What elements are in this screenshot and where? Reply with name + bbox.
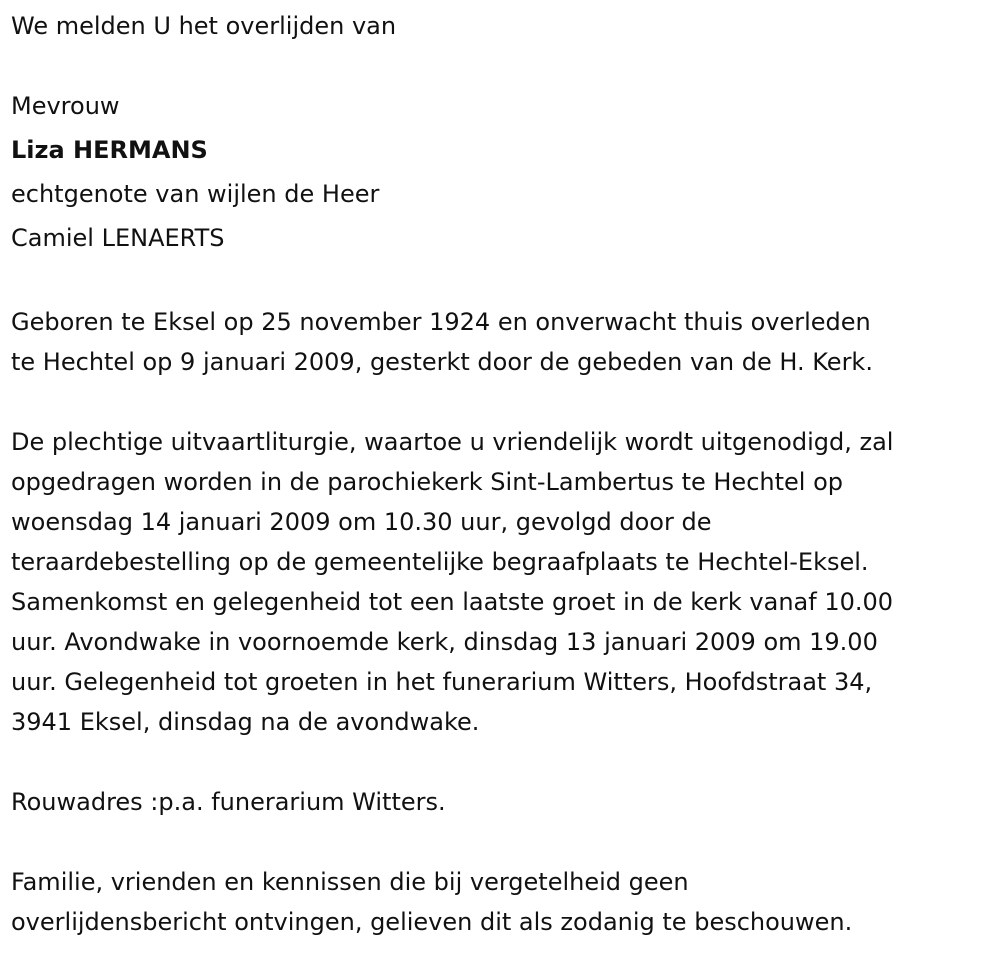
- intro-text: We melden U het overlijden van: [11, 12, 397, 40]
- paragraph-line: overlijdensbericht ontvingen, gelieven dit als zodanig te beschouwen.: [11, 908, 853, 936]
- paragraph-line: uur. Gelegenheid tot groeten in het funerarium Witters, Hoofdstraat 34,: [11, 668, 873, 696]
- spacer: [11, 382, 996, 422]
- funeral-paragraph: [11, 422, 996, 742]
- spacer: [11, 742, 996, 782]
- paragraph-line: 3941 Eksel, dinsdag na de avondwake.: [11, 708, 480, 736]
- paragraph-line: teraardebestelling op de gemeentelijke begraafplaats te Hechtel-Eksel.: [11, 548, 869, 576]
- paragraph-line: woensdag 14 januari 2009 om 10.30 uur, gevolgd door de: [11, 508, 712, 536]
- paragraph-line: Samenkomst en gelegenheid tot een laatste groet in de kerk vanaf 10.00: [11, 588, 894, 616]
- spacer: [11, 46, 996, 86]
- mourning-address: Rouwadres :p.a. funerarium Witters.: [11, 788, 446, 816]
- relation-text: echtgenote van wijlen de Heer: [11, 180, 380, 208]
- deceased-name: Liza HERMANS: [11, 136, 208, 164]
- death-notice: [11, 6, 996, 942]
- birth-death-paragraph: [11, 302, 996, 382]
- paragraph-line: Geboren te Eksel op 25 november 1924 en onverwacht thuis overleden: [11, 308, 871, 336]
- paragraph-line: De plechtige uitvaartliturgie, waartoe u vriendelijk wordt uitgenodigd, zal: [11, 428, 894, 456]
- spacer: [11, 822, 996, 862]
- closing-paragraph: [11, 862, 996, 942]
- paragraph-line: opgedragen worden in de parochiekerk Sint-Lambertus te Hechtel op: [11, 468, 843, 496]
- spacer: [11, 262, 996, 302]
- paragraph-line: te Hechtel op 9 januari 2009, gesterkt door de gebeden van de H. Kerk.: [11, 348, 873, 376]
- salutation: Mevrouw: [11, 92, 120, 120]
- paragraph-line: uur. Avondwake in voornoemde kerk, dinsdag 13 januari 2009 om 19.00: [11, 628, 878, 656]
- paragraph-line: Familie, vrienden en kennissen die bij vergetelheid geen: [11, 868, 689, 896]
- spouse-name: Camiel LENAERTS: [11, 224, 225, 252]
